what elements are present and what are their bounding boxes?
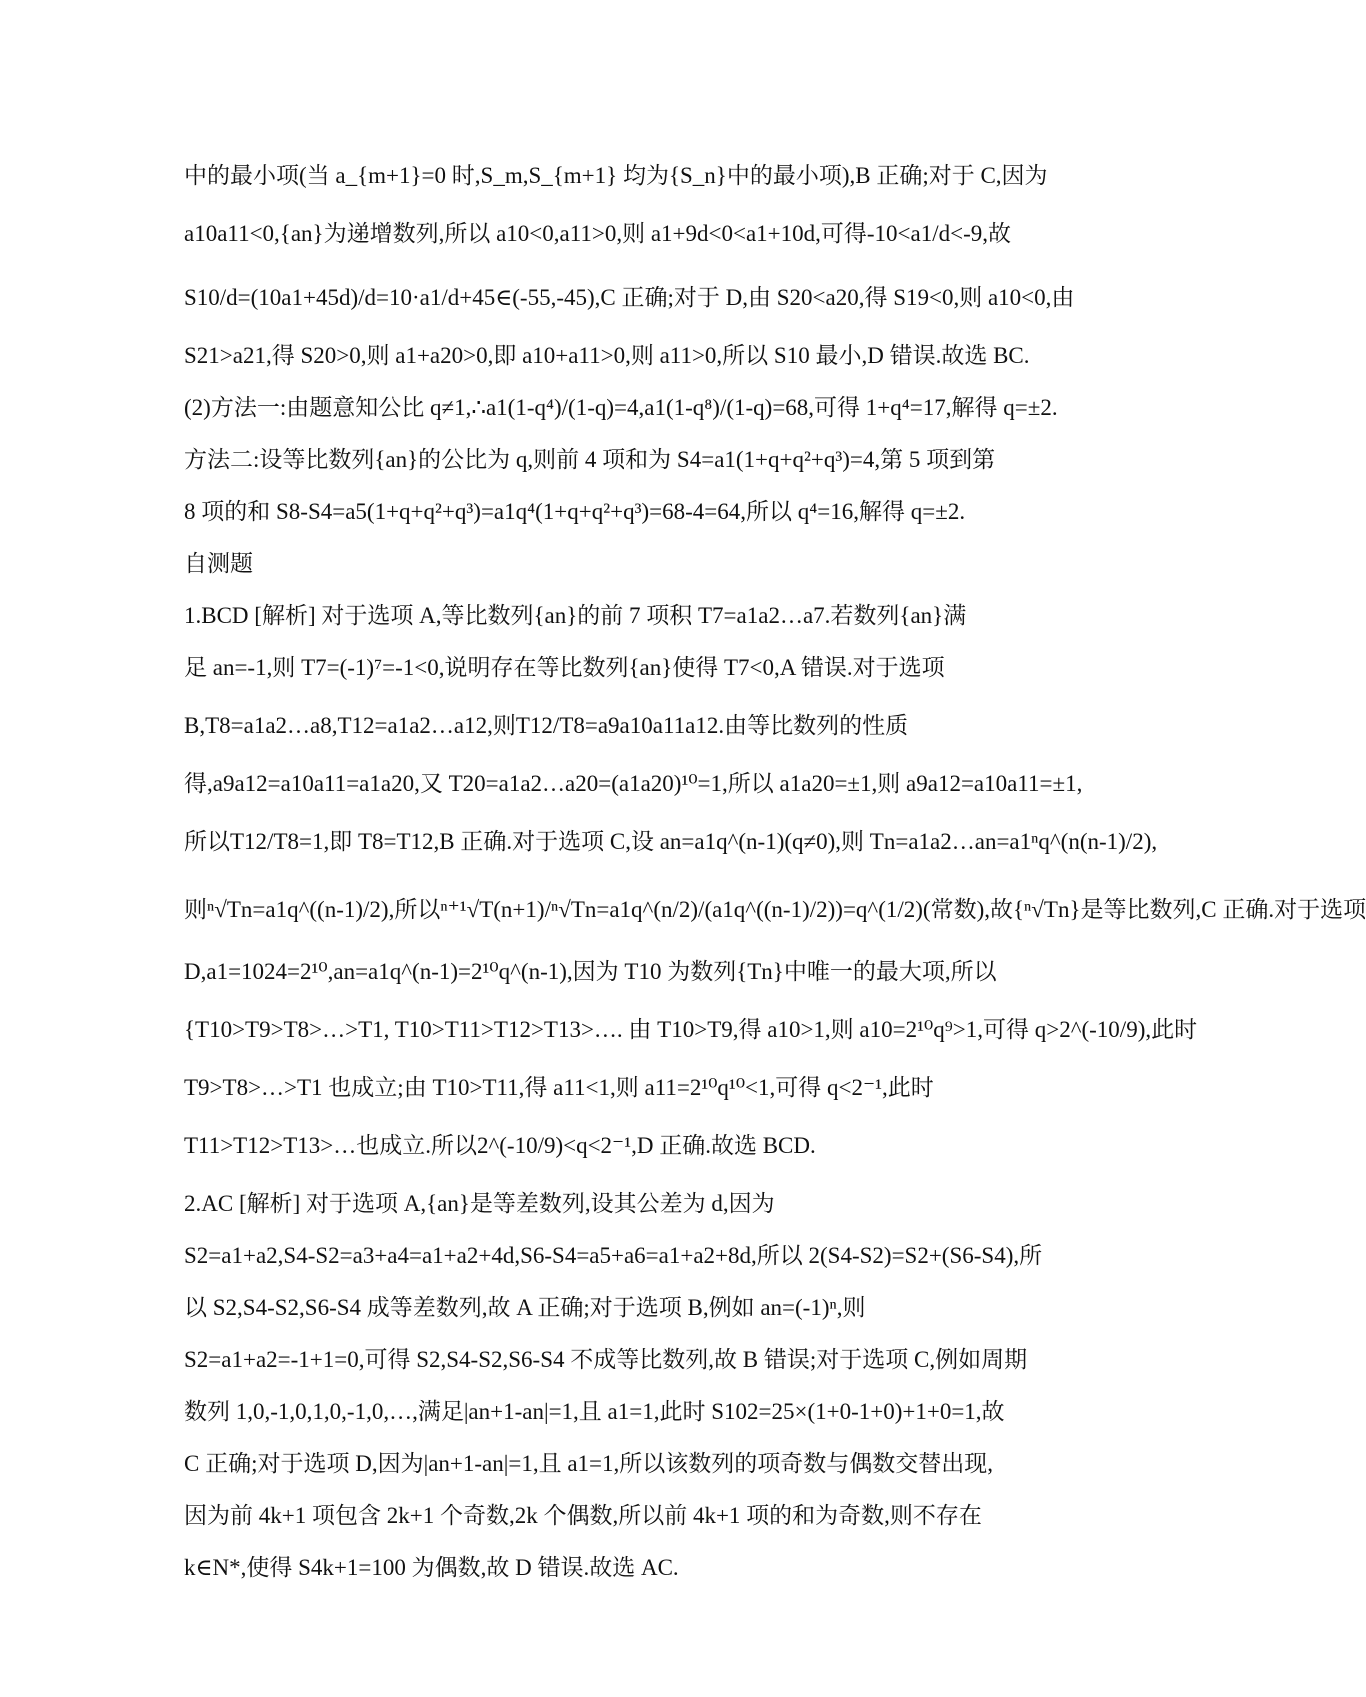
text-line: 方法二:设等比数列{an}的公比为 q,则前 4 项和为 S4=a1(1+q+q²+q³)=4,第 5 项到第 [184,447,996,472]
text-line: 中的最小项(当 a_{m+1}=0 时,S_m,S_{m+1} 均为{S_n}中的最小项),B 正确;对于 C,因为 [184,163,1048,188]
text-line: 数列 1,0,-1,0,1,0,-1,0,…,满足|an+1-an|=1,且 a1=1,此时 S102=25×(1+0-1+0)+1+0=1,故 [184,1399,1005,1424]
text-line: T9>T8>…>T1 也成立;由 T10>T11,得 a11<1,则 a11=2¹⁰q¹⁰<1,可得 q<2⁻¹,此时 [184,1075,934,1100]
text-line: 以 S2,S4-S2,S6-S4 成等差数列,故 A 正确;对于选项 B,例如 an=(-1)ⁿ,则 [184,1295,866,1320]
text-line: 足 an=-1,则 T7=(-1)⁷=-1<0,说明存在等比数列{an}使得 T7<0,A 错误.对于选项 [184,655,945,680]
section-heading: 自测题 [184,551,253,576]
text-line: D,a1=1024=2¹⁰,an=a1q^(n-1)=2¹⁰q^(n-1),因为 T10 为数列{Tn}中唯一的最大项,所以 [184,959,997,984]
text-line: 所以T12/T8=1,即 T8=T12,B 正确.对于选项 C,设 an=a1q^(n-1)(q≠0),则 Tn=a1a2…an=a1ⁿq^(n(n-1)/2), [184,829,1158,854]
text-line: a10a11<0,{an}为递增数列,所以 a10<0,a11>0,则 a1+9d<0<a1+10d,可得-10<a1/d<-9,故 [184,221,1011,246]
text-line: 则ⁿ√Tn=a1q^((n-1)/2),所以ⁿ⁺¹√T(n+1)/ⁿ√Tn=a1q^(n/2)/(a1q^((n-1)/2))=q^(1/2)(常数),故{ⁿ√Tn}是等比数列,C 正确.对于选项 [184,897,1366,922]
text-line: S2=a1+a2,S4-S2=a3+a4=a1+a2+4d,S6-S4=a5+a6=a1+a2+8d,所以 2(S4-S2)=S2+(S6-S4),所 [184,1243,1043,1268]
text-line: {T10>T9>T8>…>T1, T10>T11>T12>T13>…. 由 T10>T9,得 a10>1,则 a10=2¹⁰q⁹>1,可得 q>2^(-10/9),此时 [184,1017,1198,1042]
text-line: S21>a21,得 S20>0,则 a1+a20>0,即 a10+a11>0,则 a11>0,所以 S10 最小,D 错误.故选 BC. [184,343,1030,368]
text-line: S2=a1+a2=-1+1=0,可得 S2,S4-S2,S6-S4 不成等比数列,故 B 错误;对于选项 C,例如周期 [184,1347,1028,1372]
text-line: T11>T12>T13>…也成立.所以2^(-10/9)<q<2⁻¹,D 正确.故选 BCD. [184,1133,816,1158]
document-body [184,150,1366,1594]
text-line: 2.AC [解析] 对于选项 A,{an}是等差数列,设其公差为 d,因为 [184,1191,775,1216]
text-line: C 正确;对于选项 D,因为|an+1-an|=1,且 a1=1,所以该数列的项奇数与偶数交替出现, [184,1451,993,1476]
text-line: 1.BCD [解析] 对于选项 A,等比数列{an}的前 7 项积 T7=a1a2…a7.若数列{an}满 [184,603,967,628]
text-line: B,T8=a1a2…a8,T12=a1a2…a12,则T12/T8=a9a10a11a12.由等比数列的性质 [184,713,909,738]
text-line: k∈N*,使得 S4k+1=100 为偶数,故 D 错误.故选 AC. [184,1555,679,1580]
text-line: 得,a9a12=a10a11=a1a20,又 T20=a1a2…a20=(a1a20)¹⁰=1,所以 a1a20=±1,则 a9a12=a10a11=±1, [184,771,1083,796]
text-line: S10/d=(10a1+45d)/d=10·a1/d+45∈(-55,-45),C 正确;对于 D,由 S20<a20,得 S19<0,则 a10<0,由 [184,285,1075,310]
text-line: (2)方法一:由题意知公比 q≠1,∴a1(1-q⁴)/(1-q)=4,a1(1-q⁸)/(1-q)=68,可得 1+q⁴=17,解得 q=±2. [184,395,1058,420]
text-line: 因为前 4k+1 项包含 2k+1 个奇数,2k 个偶数,所以前 4k+1 项的和为奇数,则不存在 [184,1503,982,1528]
text-line: 8 项的和 S8-S4=a5(1+q+q²+q³)=a1q⁴(1+q+q²+q³)=68-4=64,所以 q⁴=16,解得 q=±2. [184,499,966,524]
